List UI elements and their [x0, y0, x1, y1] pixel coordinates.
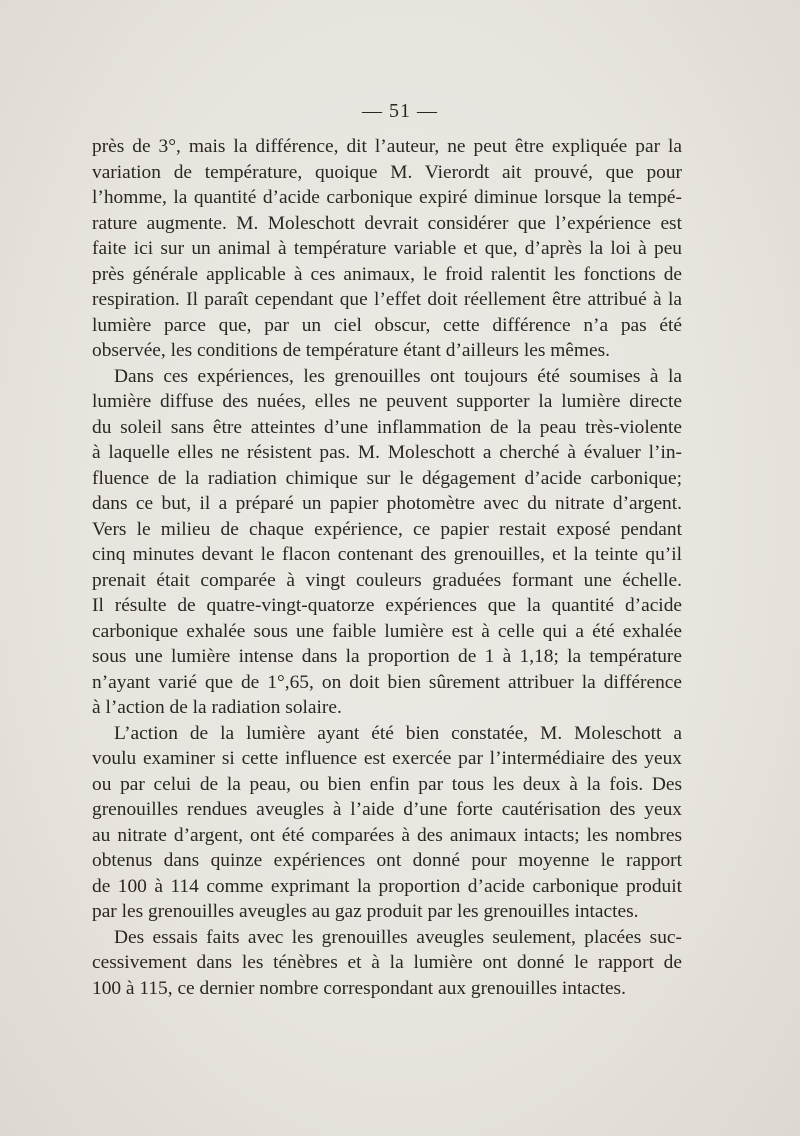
text-line: Il résulte de quatre-vingt-quatorze expériences que la quantité d’acide: [92, 595, 682, 616]
page-number: — 51 —: [362, 100, 438, 122]
text-line: L’action de la lumière ayant été bien constatée, M. Moleschott a: [114, 722, 682, 744]
text-line: à laquelle elles ne résistent pas. M. Moleschott a cherché à évaluer l’in-: [92, 442, 682, 463]
text-line: Vers le milieu de chaque expérience, ce papier restait exposé pendant: [92, 518, 682, 540]
text-line: fluence de la radiation chimique sur le dégagement d’acide carbonique;: [92, 467, 682, 489]
text-line: Dans ces expériences, les grenouilles ont toujours été soumises à la: [114, 365, 682, 387]
body-text: [92, 134, 682, 1001]
text-line: cessivement dans les ténèbres et à la lumière ont donné le rapport de: [92, 952, 682, 973]
text-line: variation de température, quoique M. Vierordt ait prouvé, que pour: [92, 161, 682, 183]
text-line: grenouilles rendues aveugles à l’aide d’une forte cautérisation des yeux: [92, 799, 682, 820]
text-line: lumière parce que, par un ciel obscur, cette différence n’a pas été: [92, 314, 682, 336]
text-line: prenait était comparée à vingt couleurs graduées formant une échelle.: [92, 569, 682, 591]
text-line: n’ayant varié que de 1°,65, on doit bien sûrement attribuer la différence: [92, 671, 682, 693]
text-line: du soleil sans être atteintes d’une inflammation de la peau très-violente: [92, 416, 682, 438]
text-line: lumière diffuse des nuées, elles ne peuvent supporter la lumière directe: [92, 391, 682, 412]
text-line: l’homme, la quantité d’acide carbonique expiré diminue lorsque la tempé-: [92, 187, 682, 208]
text-line: respiration. Il paraît cependant que l’effet doit réellement être attribué à la: [92, 289, 682, 310]
text-line: cinq minutes devant le flacon contenant des grenouilles, et la teinte qu’il: [92, 544, 682, 565]
text-line: au nitrate d’argent, ont été comparées à des animaux intacts; les nombres: [92, 824, 682, 846]
text-line: obtenus dans quinze expériences ont donné pour moyenne le rapport: [92, 850, 682, 871]
text-line: de 100 à 114 comme exprimant la proportion d’acide carbonique produit: [92, 875, 682, 897]
text-line: Des essais faits avec les grenouilles aveugles seulement, placées suc-: [114, 926, 682, 948]
text-line: observée, les conditions de température étant d’ailleurs les mêmes.: [92, 340, 610, 361]
text-line: à l’action de la radiation solaire.: [92, 697, 342, 718]
text-line: rature augmente. M. Moleschott devrait considérer que l’expérience est: [92, 212, 682, 234]
text-line: faite ici sur un animal à température variable et que, d’après la loi à peu: [92, 238, 682, 259]
text-line: carbonique exhalée sous une faible lumière est à celle qui a été exhalée: [92, 620, 682, 642]
text-line: près de 3°, mais la différence, dit l’auteur, ne peut être expliquée par la: [92, 136, 682, 157]
text-line: dans ce but, il a préparé un papier photomètre avec du nitrate d’argent.: [92, 493, 682, 514]
text-line: 100 à 115, ce dernier nombre correspondant aux grenouilles intactes.: [92, 977, 626, 999]
text-line: par les grenouilles aveugles au gaz produit par les grenouilles intactes.: [92, 901, 639, 922]
text-line: ou par celui de la peau, ou bien enfin par tous les deux à la fois. Des: [92, 773, 682, 795]
text-line: près générale applicable à ces animaux, le froid ralentit les fonctions de: [92, 263, 682, 285]
text-line: sous une lumière intense dans la proportion de 1 à 1,18; la température: [92, 646, 682, 667]
text-line: voulu examiner si cette influence est exercée par l’intermédiaire des yeux: [92, 748, 682, 769]
